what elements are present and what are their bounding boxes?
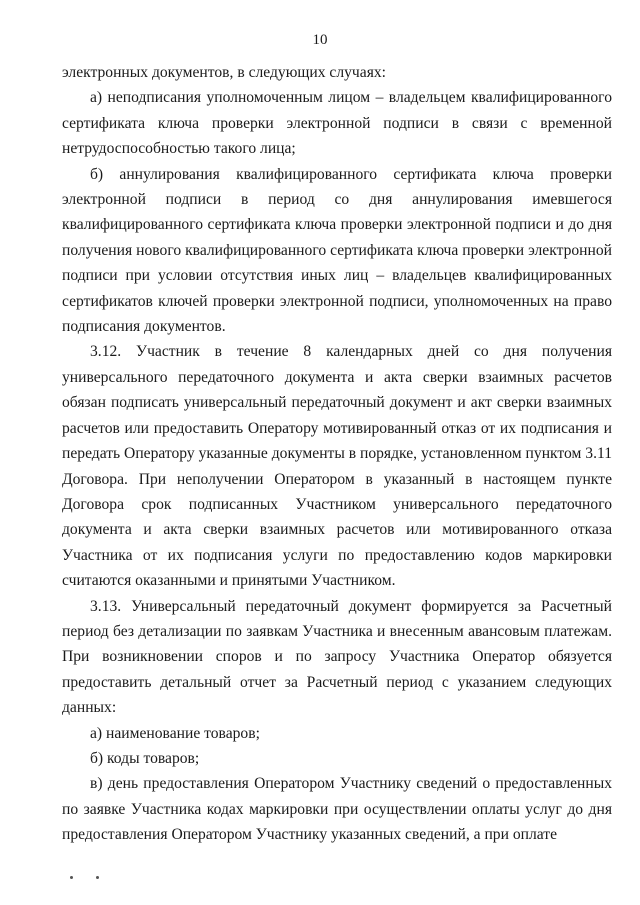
document-body (62, 60, 612, 848)
scan-dot-mark (96, 876, 99, 879)
list-item-b: б) коды товаров; (90, 749, 200, 767)
page-number: 10 (312, 32, 328, 48)
list-item-a: а) наименование товаров; (90, 724, 260, 742)
paragraph-item-b: б) аннулирования квалифицированного сертификата ключа проверки электронной подписи в период со дня аннулирования имевшегося квалифицированного сертификата ключа проверки электронной подписи и до дня получения нового квалифицированного сертификата ключа проверки электронной подписи при условии отсутствия иных лиц – владельцев квалифицированных сертификатов ключей проверки электронной подписи, уполномоченных на право подписания документов. (62, 165, 612, 336)
list-item-v: в) день предоставления Оператором Участнику сведений о предоставленных по заявке Участника кодах маркировки при осуществлении оплаты услуг до дня предоставления Оператором Участнику указанных сведений, а при оплате (62, 775, 612, 844)
paragraph-continuation: электронных документов, в следующих случаях: (62, 64, 386, 81)
scan-dot-mark (70, 876, 73, 879)
paragraph-3-12: 3.12. Участник в течение 8 календарных дней со дня получения универсального передаточного документа и акта сверки взаимных расчетов обязан подписать универсальный передаточный документ и акт сверки взаимных расчетов или предоставить Оператору мотивированный отказ от их подписания и передать Оператору указанные документы в порядке, установленном пунктом 3.11 Договора. При неполучении Оператором в указанный в настоящем пункте Договора срок подписанных Участником универсального передаточного документа и акта сверки взаимных расчетов или мотивированного отказа Участника от их подписания услуги по предоставлению кодов маркировки считаются оказанными и принятыми Участником. (62, 343, 612, 590)
paragraph-item-a: а) неподписания уполномоченным лицом – владельцем квалифицированного сертификата ключа проверки электронной подписи в связи с временной нетрудоспособностью такого лица; (62, 89, 612, 158)
paragraph-3-13: 3.13. Универсальный передаточный документ формируется за Расчетный период без детализации по заявкам Участника и внесенным авансовым платежам. При возникновении споров и по запросу Участника Оператор обязуется предоставить детальный отчет за Расчетный период с указанием следующих данных: (62, 597, 612, 717)
